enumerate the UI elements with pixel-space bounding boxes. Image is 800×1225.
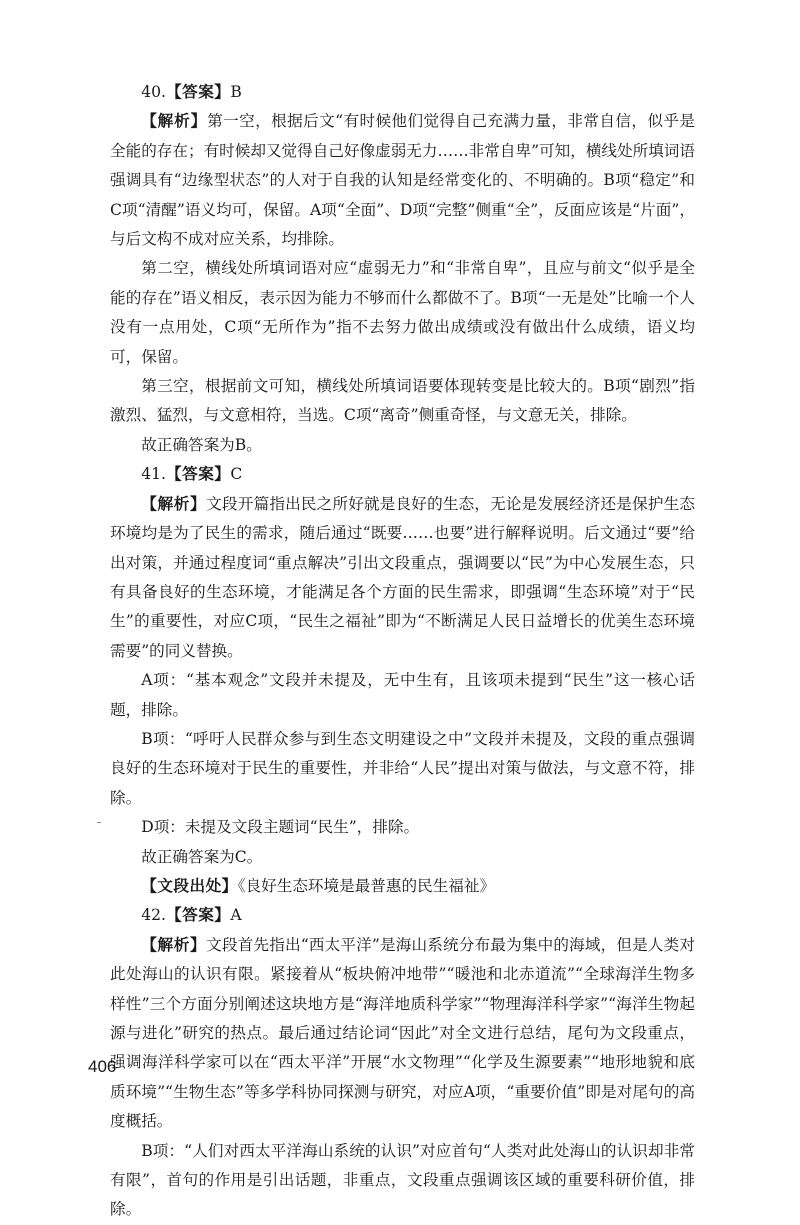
q41-answer-line [110, 460, 695, 489]
q42-analysis-text: 文段首先指出“西太平洋”是海山系统分布最为集中的海域，但是人类对此处海山的认识有限。紧接着从“板块俯冲地带”“暖池和北赤道流”“全球海洋生物多样性”三个方面分别阐述这块地方是“海洋地质科学家”“物理海洋科学家”“海洋生物起源与进化”研究的热点。最后通过结论词“因此”对全文进行总结，尾句为文段重点，强调海洋科学家可以在“西太平洋”开展“水文物理”“化学及生源要素”“地形地貌和底质环境”“生物生态”等多学科协同探测与研究，对应A项，“重要价值”即是对尾句的高度概括。 [110, 935, 695, 1131]
q41-answer-tag: 【答案】 [166, 465, 231, 484]
q41-answer: C [230, 465, 243, 484]
q41-conclusion: 故正确答案为C。 [141, 847, 263, 866]
page-content [110, 78, 695, 1225]
q40-third-blank: 第三空，根据前文可知，横线处所填词语要体现转变是比较大的。B项“剧烈”指激烈、猛烈，与文意相符，当选。C项“离奇”侧重奇怪，与文意无关，排除。 [110, 377, 695, 425]
q40-conclusion: 故正确答案为B。 [141, 435, 262, 454]
q42-number: 42. [141, 906, 166, 925]
q42-option-b: B项：“人们对西太平洋海山系统的认识”对应首句“人类对此处海山的认识却非常有限”，首句的作用是引出话题，非重点，文段重点强调该区域的重要科研价值，排除。 [110, 1141, 695, 1219]
q40-second-blank: 第二空，横线处所填词语对应“虚弱无力”和“非常自卑”，且应与前文“似乎是全能的存在”语义相反，表示因为能力不够而什么都做不了。B项“一无是处”比喻一个人没有一点用处，C项“无所作为”指不去努力做出成绩或没有做出什么成绩，语义均可，保留。 [110, 259, 695, 366]
q40-answer: B [230, 83, 242, 101]
q41-analysis-tag: 【解析】 [141, 494, 207, 513]
q40-analysis-text: 第一空，根据后文“有时候他们觉得自己充满力量，非常自信，似乎是全能的存在；有时候却又觉得自己好像虚弱无力……非常自卑”可知，横线处所填词语强调具有“边缘型状态”的人对于自我的认知是经常变化的、不明确的。B项“稳定”和C项“清醒”语义均可，保留。A项“全面”、D项“完整”侧重“全”，反面应该是“片面”，与后文构不成对应关系，均排除。 [110, 112, 695, 249]
q41-option-d: D项：未提及文段主题词“民生”，排除。 [141, 818, 420, 837]
q41-source-tag: 【文段出处】 [141, 876, 238, 895]
q41-analysis-paragraph [110, 490, 695, 666]
q40-analysis-tag: 【解析】 [141, 112, 208, 131]
q41-option-b: B项：“呼吁人民群众参与到生态文明建设之中”文段并未提及，文段的重点强调良好的生态环境对于民生的重要性，并非给“人民”提出对策与做法，与文意不符，排除。 [110, 729, 695, 807]
q41-source-title: 《良好生态环境是最普惠的民生福祉》 [237, 876, 496, 895]
q40-number: 40. [141, 83, 166, 101]
q40-answer-line [110, 78, 695, 107]
q40-analysis-paragraph [110, 107, 695, 254]
page-number: 406 [88, 1057, 117, 1076]
q42-analysis-tag: 【解析】 [141, 935, 207, 954]
q42-answer-tag: 【答案】 [166, 906, 231, 925]
q41-number: 41. [141, 465, 166, 484]
q41-option-a: A项：“基本观念”文段并未提及，无中生有，且该项未提到“民生”这一核心话题，排除。 [110, 671, 695, 719]
q42-answer-line [110, 901, 695, 930]
q42-answer: A [230, 906, 242, 925]
q41-analysis-text: 文段开篇指出民之所好就是良好的生态，无论是发展经济还是保护生态环境均是为了民生的需求，随后通过“既要……也要”进行解释说明。后文通过“要”给出对策，并通过程度词“重点解决”引出文段重点，强调要以“民”为中心发展生态，只有具备良好的生态环境，才能满足各个方面的民生需求，即强调“生态环境”对于“民生”的重要性，对应C项，“民生之福祉”即为“不断满足人民日益增长的优美生态环境需要”的同义替换。 [110, 494, 695, 660]
scan-artifact [97, 822, 101, 823]
q42-analysis-paragraph [110, 931, 695, 1137]
q41-source [110, 872, 695, 901]
q40-answer-tag: 【答案】 [166, 83, 231, 101]
